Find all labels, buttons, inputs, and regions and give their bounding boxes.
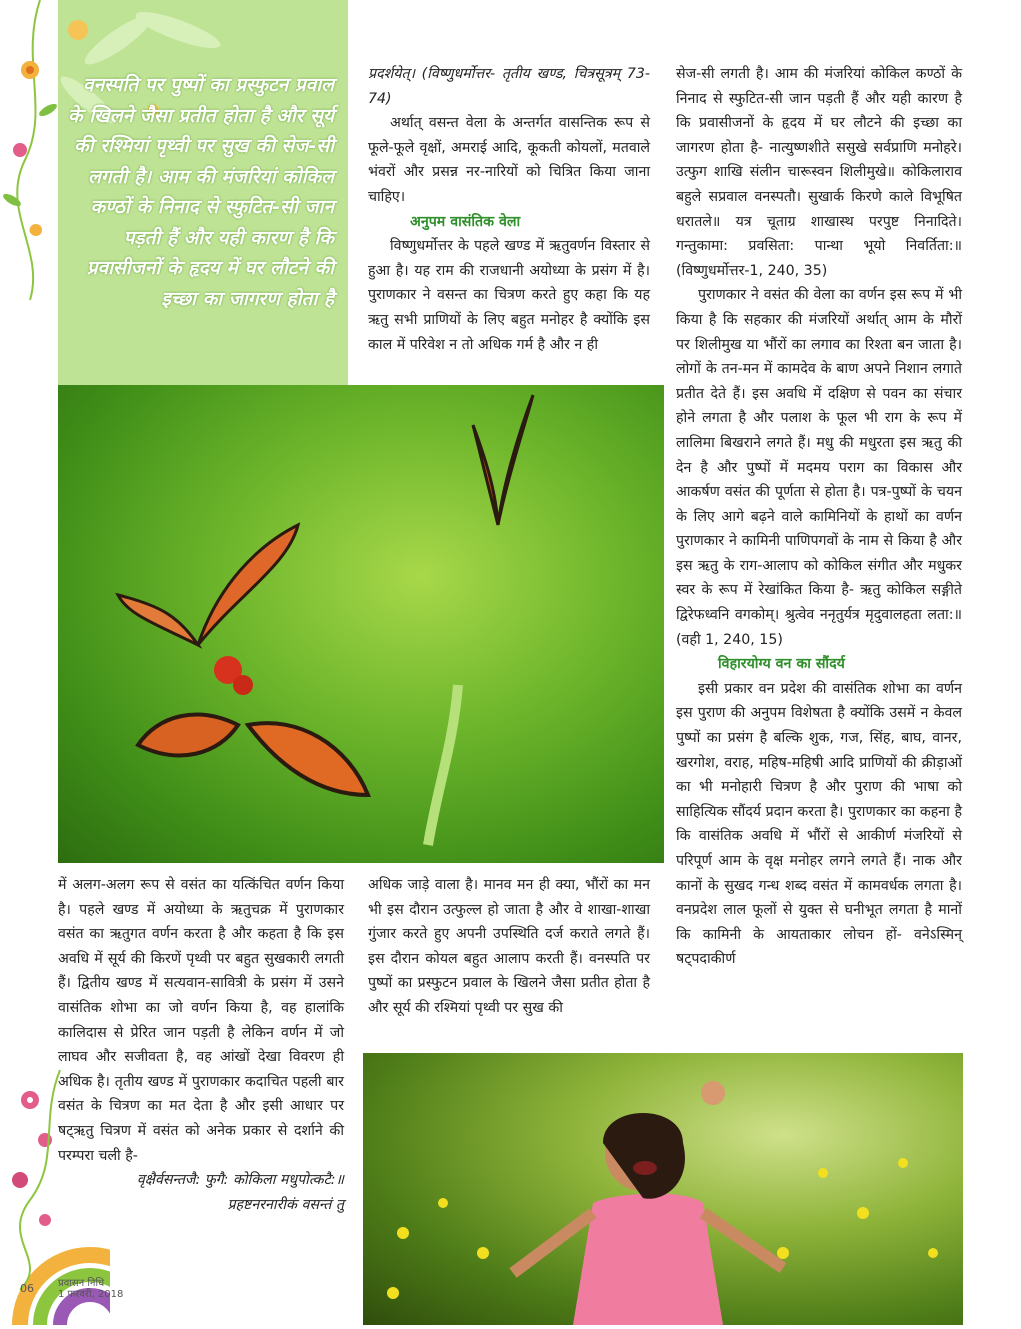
pull-quote: वनस्पति पर पुष्पों का प्रस्फुटन प्रवाल के खिलने जैसा प्रतीत होता है और सूर्य की रश्मियां पृथ्वी पर सुख की सेज-सी लगती है। आम की मंजरियां कोकिल कण्ठों के निनाद से स्फुटित-सी जान पड़ती हैं और यही कारण है कि प्रवासीजनों के हृदय में घर लौटने की इच्छा का जागरण होता है [68, 74, 334, 310]
page-number: 06 [20, 1282, 34, 1295]
paragraph: विष्णुधर्मोत्तर के पहले खण्ड में ऋतुवर्णन विस्तार से हुआ है। यह राम की राजधानी अयोध्या के प्रसंग में है। पुराणकार ने वसन्त का चित्रण करते हुए कहा कि यह ऋतु सभी प्राणियों के लिए बहुत मनोहर है क्योंकि इस काल में परिवेश न तो अधिक गर्म है और न ही [368, 238, 650, 353]
verse: वृक्षैर्वसन्तजै: फुगै: कोकिला मधुपोत्कटै:॥ [136, 1172, 344, 1189]
paragraph: में अलग-अलग रूप से वसंत का यत्किंचित वर्णन किया है। पहले खण्ड में अयोध्या के ऋतुचक्र में पुराणकार वसंत का ऋतुगत वर्णन करता है और कहता है कि इस अवधि में सूर्य की किरणें पृथ्वी पर बहुत सुखकारी लगती हैं। द्वितीय खण्ड में सत्यवान-सावित्री के प्रसंग में उसने वासंतिक शोभा का जो वर्णन किया है, वह हालांकि कालिदास से प्रेरित जान पड़ती है लेकिन वर्णन में जो लाघव और सजीवता है, वह आंखों देखा विवरण ही अधिक है। तृतीय खण्ड में पुराणकार कदाचित पहली बार वसंत के चित्रण का मत देता है और इसी आधार पर षट्ऋतु चित्रण में वसंत को अनेक प्रकार से दर्शाने की परम्परा चली है- [58, 877, 344, 1164]
section-heading: अनुपम वासंतिक वेला [410, 213, 521, 230]
butterfly-photo [58, 385, 664, 863]
publication-name: प्रवासन निधि [58, 1278, 105, 1289]
column-2-top [368, 62, 650, 357]
publication-footer [58, 1278, 123, 1300]
column-2-bottom [368, 873, 650, 1021]
paragraph: इसी प्रकार वन प्रदेश की वासंतिक शोभा का वर्णन इस पुराण की अनुपम विशेषता है क्योंकि उसमें न केवल पुष्पों का प्रसंग है बल्कि शुक, गज, सिंह, बाघ, वानर, खरगोश, वराह, महिष-महिषी आदि प्राणियों की क्रीड़ाओं का भी मनोहारी चित्रण है और पुराण की भाषा को साहित्यिक सौंदर्य प्रदान करता है। पुराणकार का कहना है कि वासंतिक अवधि में भौंरों से आकीर्ण मंजरियों से परिपूर्ण आम के वृक्ष मनोहर लगने लगते हैं। नाक और कानों के सुखद गन्ध शब्द वसंत में कामवर्धक लगता है। वनप्रदेश लाल फूलों से युक्त से घनीभूत लगता है मानों कि कामिनी के आयताकार लोचन हों- वनेऽस्मिन् षट्पदाकीर्ण [676, 680, 962, 968]
column-3 [676, 62, 962, 972]
girl-photo-icon [363, 1053, 963, 1325]
paragraph: पुराणकार ने वसंत की वेला का वर्णन इस रूप में भी किया है कि सहकार की मंजरियों अर्थात् आम के मौरों पर शिलीमुख या भौंरों का लगाव का रिश्ता बन जाता है। लोगों के तन-मन में कामदेव के बाण अपने निशान लगाते प्रतीत देते हैं। इस अवधि में दक्षिण से पवन का संचार होने लगता है और पलाश के फूल भी राग के रूप में लालिमा बिखराने लगते हैं। मधु की मधुरता इस ऋतु की देन है और पुष्पों में मदमय पराग का विकास और आकर्षण वसंत की पूर्णता से होता है। पत्र-पुष्पों के चयन के लिए आगे बढ़ने वाले कामिनियों के हाथों का वर्णन पुराणकार ने कामिनी पाणिपगवों के नाम से किया है और इस ऋतु के राग-आलाप को कोकिल संगीत और मधुकर स्वर के रूप में रेखांकित किया है- ऋतु कोकिल सङ्गीते द्विरेफध्वनि वगकोम्। श्रुत्वेव ननृतुर्यत्र मृदुवालहता लता:॥ (वही 1, 240, 15) [676, 287, 962, 648]
paragraph: अधिक जाड़े वाला है। मानव मन ही क्या, भौंरों का मन भी इस दौरान उत्फुल्ल हो जाता है और वे शाखा-शाखा गुंजार करते हुए अपनी उपस्थिति दर्ज कराते लगते हैं। इस दौरान कोयल बहुत आलाप करती हैं। वनस्पति पर पुष्पों का प्रस्फुटन प्रवाल के खिलने जैसा प्रतीत होता है और सूर्य की रश्मियां पृथ्वी पर सुख की [368, 877, 650, 1016]
butterfly-icon [58, 385, 664, 863]
publication-date: 1 फरवरी, 2018 [58, 1289, 124, 1300]
flower-vine-icon [0, 0, 60, 300]
paragraph: सेज-सी लगती है। आम की मंजरियां कोकिल कण्ठों के निनाद से स्फुटित-सी जान पड़ती हैं और यही कारण है कि प्रवासीजनों के हृदय में घर लौटने की इच्छा का जागरण होता है- नात्युष्णशीते ससुखे सर्वप्राणि मनोहरे। उत्फुग शाखि संलीन चारूस्वन शिलीमुखे॥ कोकिलाराव बहुले सप्रवाल वनस्पतौ। सुखार्क किरणे काले विभूषित धरातले॥ यत्र चूताग्र शाखास्थ परपुष्ट निनादिते। गन्तुकामा: प्रवसिता: पान्था भूयो निवर्तिता:॥ (विष्णुधर्मोत्तर-1, 240, 35) [676, 66, 962, 279]
verse: प्रहष्टनरनारीकं वसन्तं तु [227, 1196, 344, 1213]
section-heading: विहारयोग्य वन का सौंदर्य [718, 656, 845, 673]
paragraph: अर्थात् वसन्त वेला के अन्तर्गत वासन्तिक रूप से फूले-फूले वृक्षों, अमराई आदि, कूकती कोयलों, मतवाले भंवरों और प्रसन्न नर-नारियों को चित्रित किया जाना चाहिए। [368, 115, 650, 205]
flower-decoration-top [0, 0, 60, 300]
girl-in-mustard-field-photo [363, 1053, 963, 1325]
paragraph: प्रदर्शयेत्। (विष्णुधर्मोत्तर- तृतीय खण्ड, चित्रसूत्रम् 73-74) [368, 66, 650, 107]
